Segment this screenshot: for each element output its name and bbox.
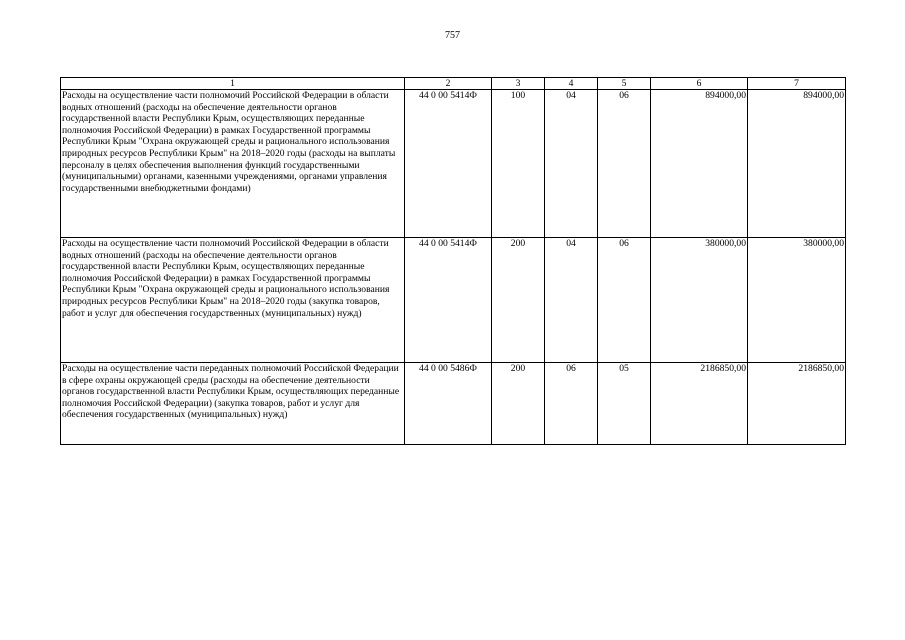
row-description: Расходы на осуществление части полномочий Российской Федерации в области водных отношений (расходы на обеспечение деятельности органов государственной власти Республики Крым, осуществляющих переданные полномочия Российской Федерации) в рамках Государственной программы Республики Крым "Охрана окружающей среды и рационального использования природных ресурсов Республики Крым" на 2018–2020 годы (закупка товаров, работ и услуг для обеспечения государственных (муниципальных) нужд) [61, 238, 405, 363]
table-row [61, 363, 846, 445]
row-section: 04 [545, 238, 598, 363]
row-target-code: 44 0 00 5414Ф [405, 238, 492, 363]
header-col-3: 3 [492, 78, 545, 90]
row-section: 06 [545, 363, 598, 445]
table-row [61, 90, 846, 238]
row-description: Расходы на осуществление части полномочий Российской Федерации в области водных отношений (расходы на обеспечение деятельности органов государственной власти Республики Крым, осуществляющих переданные полномочия Российской Федерации) в рамках Государственной программы Республики Крым "Охрана окружающей среды и рационального использования природных ресурсов Республики Крым" на 2018–2020 годы (расходы на выплаты персоналу в целях обеспечения выполнения функций государственными (муниципальными) органами, казенными учреждениями, органами управления государственными внебюджетными фондами) [61, 90, 405, 238]
header-col-6: 6 [651, 78, 748, 90]
row-amount-2: 380000,00 [748, 238, 846, 363]
row-amount-1: 894000,00 [651, 90, 748, 238]
row-target-code: 44 0 00 5414Ф [405, 90, 492, 238]
row-subsection: 05 [598, 363, 651, 445]
row-subsection: 06 [598, 238, 651, 363]
row-amount-1: 2186850,00 [651, 363, 748, 445]
row-description: Расходы на осуществление части переданных полномочий Российской Федерации в сфере охраны окружающей среды (расходы на обеспечение деятельности органов государственной власти Республики Крым, осуществляющих переданные полномочия Российской Федерации) (закупка товаров, работ и услуг для обеспечения государственных (муниципальных) нужд) [61, 363, 405, 445]
row-amount-2: 2186850,00 [748, 363, 846, 445]
header-col-1: 1 [61, 78, 405, 90]
budget-table [60, 77, 846, 445]
row-expense-type: 200 [492, 363, 545, 445]
row-target-code: 44 0 00 5486Ф [405, 363, 492, 445]
header-col-7: 7 [748, 78, 846, 90]
table-row [61, 238, 846, 363]
row-amount-1: 380000,00 [651, 238, 748, 363]
header-col-2: 2 [405, 78, 492, 90]
row-subsection: 06 [598, 90, 651, 238]
header-row [61, 78, 846, 90]
header-col-5: 5 [598, 78, 651, 90]
row-expense-type: 200 [492, 238, 545, 363]
row-expense-type: 100 [492, 90, 545, 238]
header-col-4: 4 [545, 78, 598, 90]
row-section: 04 [545, 90, 598, 238]
page-number: 757 [445, 30, 460, 41]
row-amount-2: 894000,00 [748, 90, 846, 238]
